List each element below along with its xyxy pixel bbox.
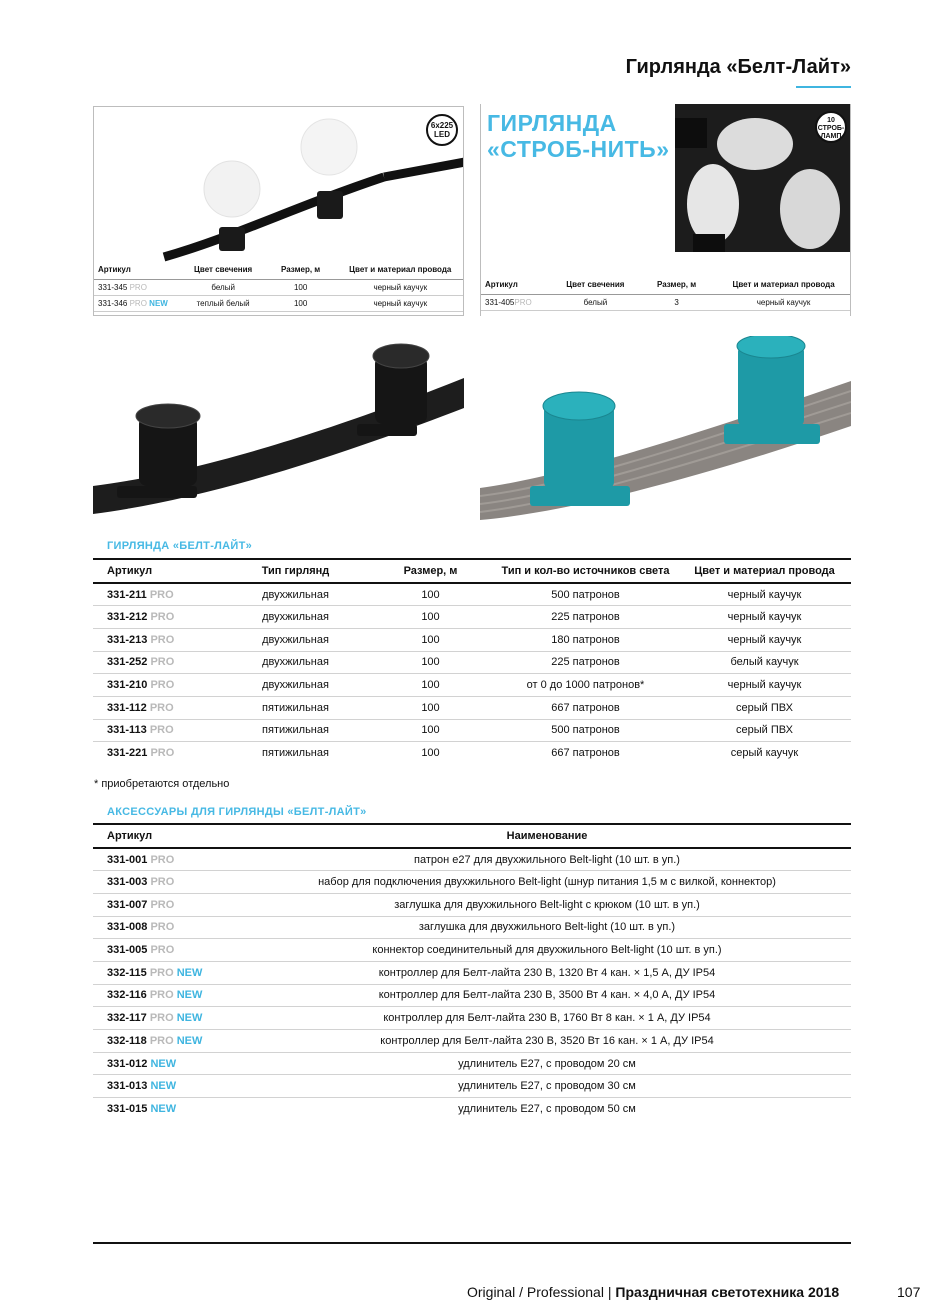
article-code: 331-001 (107, 853, 148, 866)
wire-cell: черный каучук (338, 279, 463, 295)
wire-cell: черный каучук (717, 294, 850, 310)
name-cell: контроллер для Белт-лайта 230 В, 3500 Вт 4 кан. × 4,0 А, ДУ IP54 (243, 984, 851, 1007)
article-cell (93, 984, 243, 1007)
column-header: Артикул (93, 824, 243, 848)
badge-line: LED (434, 130, 450, 139)
article-cell (481, 294, 555, 310)
article-code: 331-008 (107, 921, 148, 934)
pro-label: PRO (150, 747, 175, 760)
article-cell (93, 916, 243, 939)
sources-cell: 180 патронов (493, 628, 678, 651)
name-cell: набор для подключения двухжильного Belt-light (шнур питания 1,5 м с вилкой, коннектор) (243, 871, 851, 894)
pro-label: PRO (149, 1034, 174, 1047)
article-code: 331-113 (107, 724, 147, 737)
table-row (93, 939, 851, 962)
teal-socket-belt-image (480, 336, 851, 522)
table-row (93, 606, 851, 629)
size-cell: 100 (368, 606, 493, 629)
article-cell (93, 651, 223, 674)
name-cell: заглушка для двухжильного Belt-light с крюком (10 шт. в уп.) (243, 893, 851, 916)
footer-catalog-title: Праздничная светотехника 2018 (615, 1284, 840, 1300)
strob-count-badge (815, 111, 847, 143)
article-code: 331-346 (98, 298, 128, 308)
article-code: 332-117 (107, 1012, 147, 1025)
pro-label: PRO (149, 1012, 174, 1025)
badge-line: 10 (827, 117, 835, 124)
color-cell: белый (555, 294, 636, 310)
type-cell: двухжильная (223, 606, 368, 629)
title-underline (796, 86, 851, 88)
table-row (93, 651, 851, 674)
table-row (93, 916, 851, 939)
article-cell (93, 871, 243, 894)
table-row (93, 848, 851, 871)
new-label: NEW (150, 1080, 177, 1093)
article-cell (93, 606, 223, 629)
article-code: 331-013 (107, 1080, 148, 1093)
footer-brand: Original / Professional (467, 1284, 604, 1300)
table-row (93, 961, 851, 984)
article-code: 331-112 (107, 701, 147, 714)
column-header: Цвет и материал провода (717, 276, 850, 294)
wire-cell: черный каучук (678, 628, 851, 651)
strob-title (487, 110, 670, 162)
wire-cell: серый ПВХ (678, 696, 851, 719)
name-cell: коннектор соединительный для двухжильного Belt-light (10 шт. в уп.) (243, 939, 851, 962)
sources-cell: 667 патронов (551, 747, 620, 760)
size-cell: 100 (264, 295, 338, 311)
size-cell: 100 (368, 719, 493, 742)
article-code: 331-213 (107, 633, 148, 646)
new-label: NEW (176, 966, 203, 979)
table-row (93, 628, 851, 651)
table-row (93, 1007, 851, 1030)
column-header: Артикул (481, 276, 555, 294)
strob-title-line: «СТРОБ-НИТЬ» (487, 136, 670, 162)
garland-table-title: ГИРЛЯНДА «БЕЛТ-ЛАЙТ» (107, 540, 253, 552)
article-code: 331-005 (107, 944, 148, 957)
table-row (93, 1052, 851, 1075)
article-cell (93, 719, 223, 742)
type-cell: пятижильная (223, 719, 368, 742)
sources-cell: 225 патронов (493, 651, 678, 674)
column-header: Наименование (243, 824, 851, 848)
pro-label: PRO (129, 298, 147, 308)
article-cell (93, 848, 243, 871)
article-cell (93, 674, 223, 697)
column-header: Размер, м (368, 559, 493, 583)
name-cell: удлинитель E27, с проводом 20 см (243, 1052, 851, 1075)
new-label: NEW (176, 1034, 203, 1047)
sources-cell: от 0 до 1000 патронов* (493, 674, 678, 697)
black-socket-belt-image (93, 336, 464, 522)
table-row (93, 1098, 851, 1121)
article-code: 331-405 (485, 297, 515, 307)
color-cell: теплый белый (183, 295, 264, 311)
wire-cell: черный каучук (678, 606, 851, 629)
page-number: 107 (897, 1284, 921, 1300)
article-cell (93, 893, 243, 916)
sources-cell: 500 патронов (493, 719, 678, 742)
badge-line: ЛАМП (820, 133, 842, 140)
article-cell (93, 583, 223, 606)
table-row (93, 742, 851, 765)
pro-label: PRO (149, 724, 174, 737)
size-cell: 100 (368, 628, 493, 651)
wire-cell: черный каучук (678, 674, 851, 697)
wire-cell: белый каучук (678, 651, 851, 674)
article-cell (93, 696, 223, 719)
column-header: Артикул (94, 261, 183, 279)
pro-label: PRO (150, 944, 175, 957)
article-code: 331-212 (107, 611, 148, 624)
article-code: 331-345 (98, 282, 128, 292)
table-row (93, 893, 851, 916)
article-code: 331-003 (107, 876, 148, 889)
footer-rule (93, 1242, 851, 1244)
table-row (93, 674, 851, 697)
table-row (93, 1075, 851, 1098)
pro-label: PRO (150, 679, 175, 692)
badge-line: 6x225 (430, 121, 454, 130)
pro-label: PRO (150, 876, 175, 889)
article-cell (93, 961, 243, 984)
new-label: NEW (149, 298, 168, 308)
table-row (93, 719, 851, 742)
table-row (93, 984, 851, 1007)
color-cell: белый (183, 279, 264, 295)
article-code: 331-012 (107, 1057, 148, 1070)
column-header: Размер, м (636, 276, 717, 294)
footer-separator: | (607, 1284, 612, 1300)
wire-cell: серый каучук (730, 747, 799, 760)
product-card-belt-light-bulbs (93, 106, 464, 316)
garland-bulbs-image (94, 107, 464, 267)
table-row (93, 871, 851, 894)
type-cell: пятижильная (262, 747, 329, 760)
article-code: 332-116 (107, 989, 147, 1002)
name-cell: контроллер для Белт-лайта 230 В, 1760 Вт 8 кан. × 1 А, ДУ IP54 (243, 1007, 851, 1030)
article-cell (93, 1052, 243, 1075)
type-cell: двухжильная (223, 651, 368, 674)
accessories-table-title: АКСЕССУАРЫ ДЛЯ ГИРЛЯНДЫ «БЕЛТ-ЛАЙТ» (107, 806, 367, 818)
badge-line: СТРОБ- (817, 125, 845, 132)
sources-cell: 225 патронов (493, 606, 678, 629)
card2-table (481, 276, 850, 311)
garland-table (93, 558, 851, 765)
pro-label: PRO (150, 656, 175, 669)
name-cell: контроллер для Белт-лайта 230 В, 3520 Вт 16 кан. × 1 А, ДУ IP54 (243, 1030, 851, 1053)
column-header: Тип и кол-во источников света (493, 559, 678, 583)
column-header: Цвет и материал провода (678, 559, 851, 583)
table-row (94, 295, 463, 311)
pro-label: PRO (150, 921, 175, 934)
article-code: 331-221 (107, 747, 148, 760)
article-cell (93, 742, 223, 765)
name-cell: удлинитель E27, с проводом 30 см (243, 1075, 851, 1098)
name-cell: заглушка для двухжильного Belt-light (10 шт. в уп.) (243, 916, 851, 939)
article-code: 331-007 (107, 898, 148, 911)
article-code: 331-252 (107, 656, 148, 669)
pro-label: PRO (150, 898, 175, 911)
size-cell: 100 (368, 583, 493, 606)
column-header: Артикул (93, 559, 223, 583)
pro-label: PRO (129, 282, 147, 292)
sources-cell: 667 патронов (493, 696, 678, 719)
table-row (93, 696, 851, 719)
name-cell: контроллер для Белт-лайта 230 В, 1320 Вт 4 кан. × 1,5 А, ДУ IP54 (243, 961, 851, 984)
new-label: NEW (150, 1103, 177, 1116)
type-cell: двухжильная (223, 674, 368, 697)
table-row (93, 1030, 851, 1053)
wire-cell: черный каучук (338, 295, 463, 311)
led-count-badge (426, 114, 458, 146)
size-cell: 100 (368, 696, 493, 719)
name-cell: удлинитель E27, с проводом 50 см (458, 1103, 636, 1116)
new-label: NEW (176, 989, 203, 1002)
article-cell (93, 939, 243, 962)
article-code: 332-115 (107, 966, 147, 979)
pro-label: PRO (149, 966, 174, 979)
article-cell (93, 1098, 243, 1121)
article-cell (93, 628, 223, 651)
size-cell: 100 (368, 674, 493, 697)
product-card-strob-thread (480, 104, 851, 316)
pro-label: PRO (149, 588, 174, 601)
article-code: 331-015 (107, 1103, 148, 1116)
sources-cell: 500 патронов (493, 583, 678, 606)
type-cell: двухжильная (223, 583, 368, 606)
footnote: * приобретаются отдельно (94, 778, 230, 790)
footer (467, 1284, 839, 1300)
pro-label: PRO (150, 853, 175, 866)
column-header: Размер, м (264, 261, 338, 279)
size-cell: 100 (264, 279, 338, 295)
card1-table (94, 261, 463, 312)
table-row (93, 583, 851, 606)
type-cell: пятижильная (223, 696, 368, 719)
size-cell: 3 (636, 294, 717, 310)
strob-title-line: ГИРЛЯНДА (487, 110, 617, 136)
size-cell: 100 (421, 747, 440, 760)
pro-label: PRO (149, 701, 174, 714)
article-code: 331-210 (107, 679, 148, 692)
new-label: NEW (150, 1057, 177, 1070)
article-cell (94, 295, 183, 311)
name-cell: патрон е27 для двухжильного Belt-light (10 шт. в уп.) (243, 848, 851, 871)
new-label: NEW (176, 1012, 203, 1025)
wire-cell: серый ПВХ (678, 719, 851, 742)
pro-label: PRO (150, 611, 175, 624)
size-cell: 100 (368, 651, 493, 674)
pro-label: PRO (514, 297, 532, 307)
accessories-table (93, 823, 851, 1120)
page-title: Гирлянда «Белт-Лайт» (625, 56, 851, 78)
article-cell (93, 1007, 243, 1030)
table-row (481, 294, 850, 310)
column-header: Цвет и материал провода (338, 261, 463, 279)
article-cell (93, 1030, 243, 1053)
pro-label: PRO (150, 633, 175, 646)
article-code: 331-211 (107, 588, 147, 601)
column-header: Тип гирлянд (223, 559, 368, 583)
column-header: Цвет свечения (555, 276, 636, 294)
table-row (94, 279, 463, 295)
type-cell: двухжильная (223, 628, 368, 651)
article-code: 332-118 (107, 1034, 147, 1047)
wire-cell: черный каучук (678, 583, 851, 606)
pro-label: PRO (149, 989, 174, 1002)
column-header: Цвет свечения (183, 261, 264, 279)
article-cell (93, 1075, 243, 1098)
article-cell (94, 279, 183, 295)
